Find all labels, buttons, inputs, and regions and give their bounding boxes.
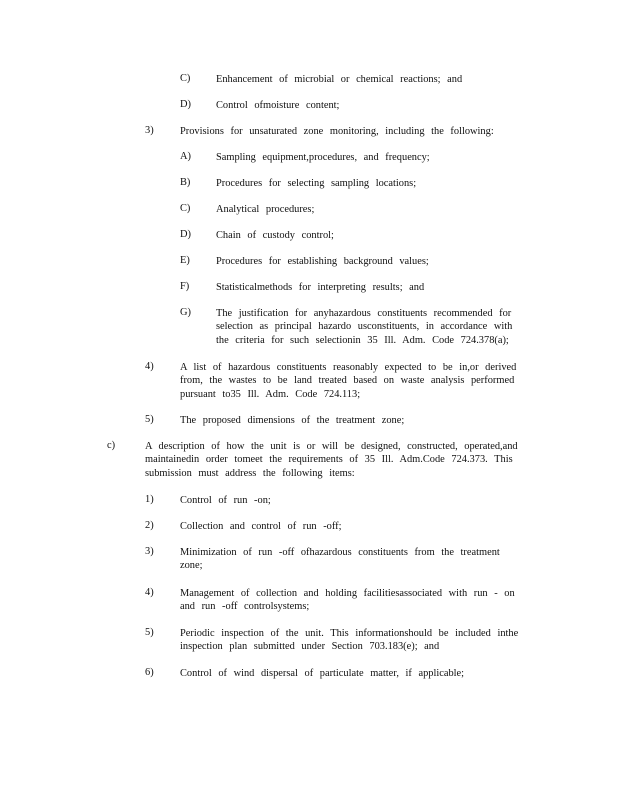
text-line: inspection plan submitted under Section 703.183(e); and — [180, 641, 440, 653]
list-text — [180, 361, 540, 401]
list-text — [216, 203, 546, 216]
text-line: zone; — [180, 560, 203, 572]
list-text — [180, 587, 540, 614]
list-text — [216, 151, 546, 164]
text-line: from, the wastes to be land treated based on waste analysis performed — [180, 375, 515, 387]
list-marker: 5) — [145, 627, 154, 638]
list-text — [180, 627, 540, 654]
text-line: The justification for anyhazardous constituents recommended for — [216, 308, 512, 319]
list-text — [216, 99, 546, 112]
list-marker: F) — [180, 281, 190, 292]
list-marker: C) — [180, 203, 191, 214]
list-marker: E) — [180, 255, 190, 266]
text-line: Periodic inspection of the unit. This informationshould be included inthe — [180, 628, 519, 639]
list-text — [180, 494, 540, 507]
list-marker: G) — [180, 307, 191, 318]
text-line: Enhancement of microbial or chemical reactions; and — [216, 74, 463, 85]
list-marker: D) — [180, 99, 191, 110]
text-line: Management of collection and holding facilitiesassociated with run - on — [180, 588, 515, 599]
list-marker: D) — [180, 229, 191, 240]
list-marker: A) — [180, 151, 191, 162]
list-marker: 2) — [145, 520, 154, 531]
text-line: Provisions for unsaturated zone monitoring, including the following: — [180, 126, 494, 137]
text-line: Statisticalmethods for interpreting results; and — [216, 282, 425, 293]
list-text — [180, 125, 540, 138]
list-marker: 3) — [145, 125, 154, 136]
text-line: Chain of custody control; — [216, 230, 334, 241]
list-text — [180, 414, 540, 427]
list-marker: 1) — [145, 494, 154, 505]
text-line: A list of hazardous constituents reasonably expected to be in,or derived — [180, 362, 517, 373]
text-line: the criteria for such selectionin 35 Ill. Adm. Code 724.378(a); — [216, 334, 509, 346]
list-marker: 4) — [145, 587, 154, 598]
list-text — [216, 177, 546, 190]
text-line: Minimization of run -off ofhazardous constituents from the treatment — [180, 547, 500, 558]
text-line: Procedures for establishing background values; — [216, 256, 429, 267]
list-text — [180, 667, 540, 680]
list-text — [216, 73, 546, 86]
text-line: Collection and control of run -off; — [180, 521, 342, 532]
list-marker: C) — [180, 73, 191, 84]
list-text — [216, 307, 546, 347]
list-text — [180, 546, 540, 573]
list-text — [216, 255, 546, 268]
list-text — [145, 440, 545, 480]
text-line: Control of wind dispersal of particulate matter, if applicable; — [180, 668, 465, 679]
text-line: Sampling equipment,procedures, and frequency; — [216, 152, 430, 163]
list-marker: 3) — [145, 546, 154, 557]
text-line: pursuant to35 Ill. Adm. Code 724.113; — [180, 388, 361, 400]
text-line: The proposed dimensions of the treatment zone; — [180, 415, 405, 426]
list-text — [180, 520, 540, 533]
text-line: A description of how the unit is or will be designed, constructed, operated,and — [145, 441, 518, 452]
list-text — [216, 229, 546, 242]
list-marker: 5) — [145, 414, 154, 425]
text-line: maintainedin order tomeet the requirements of 35 Ill. Adm.Code 724.373. This — [145, 454, 513, 466]
text-line: selection as principal hazardo usconstituents, in accordance with — [216, 321, 513, 333]
list-marker: B) — [180, 177, 191, 188]
text-line: submission must address the following items: — [145, 467, 355, 479]
list-marker: c) — [107, 440, 116, 451]
text-line: Control of run -on; — [180, 495, 271, 506]
text-line: Control ofmoisture content; — [216, 100, 340, 111]
list-marker: 4) — [145, 361, 154, 372]
text-line: and run -off controlsystems; — [180, 601, 310, 613]
list-text — [216, 281, 546, 294]
list-marker: 6) — [145, 667, 154, 678]
text-line: Analytical procedures; — [216, 204, 315, 215]
text-line: Procedures for selecting sampling locations; — [216, 178, 417, 189]
